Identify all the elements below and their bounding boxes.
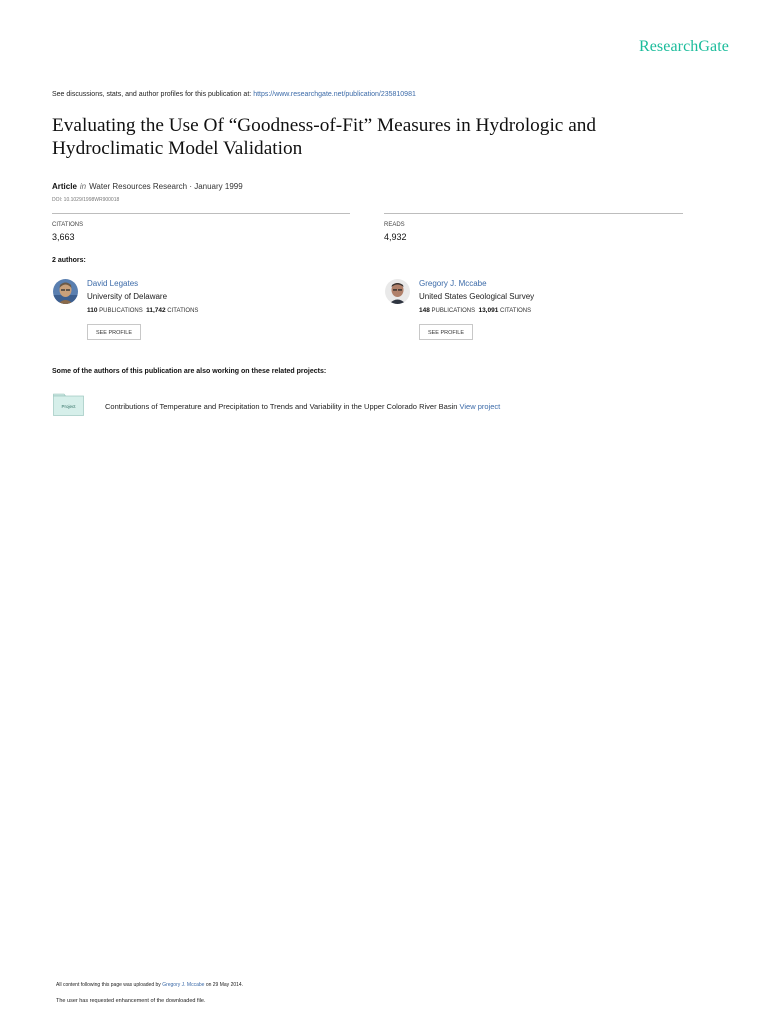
reads-count: 4,932 xyxy=(384,232,407,242)
publication-type: Article xyxy=(52,182,77,191)
publication-meta xyxy=(52,182,243,191)
publication-title: Evaluating the Use Of “Goodness-of-Fit” Measures in Hydrologic and Hydroclimatic Model Validation xyxy=(52,115,597,159)
citations-divider xyxy=(52,213,350,214)
view-project-link[interactable]: View project xyxy=(459,402,501,411)
publication-doi: DOI: 10.1029/1998WR900018 xyxy=(52,197,120,203)
see-profile-button-legates[interactable]: SEE PROFILE xyxy=(87,324,141,340)
reads-divider xyxy=(384,213,683,214)
author-stats-mccabe xyxy=(419,307,531,314)
in-word: in xyxy=(79,182,87,191)
author-citations-label: CITATIONS xyxy=(167,308,199,314)
author-publications-label: PUBLICATIONS xyxy=(99,308,143,314)
see-profile-button-mccabe[interactable]: SEE PROFILE xyxy=(419,324,473,340)
author-citations-count: 13,091 xyxy=(478,307,499,314)
author-avatar-legates[interactable] xyxy=(53,279,78,304)
author-citations-count: 11,742 xyxy=(146,307,166,314)
authors-heading: 2 authors: xyxy=(52,257,86,264)
discussion-notice xyxy=(52,91,416,98)
author-institution-legates: University of Delaware xyxy=(87,292,168,301)
researchgate-logo[interactable]: ResearchGate xyxy=(638,38,729,55)
journal-date: Water Resources Research · January 1999 xyxy=(89,182,243,191)
upload-suffix: on 29 May 2014. xyxy=(205,982,244,988)
author-name-legates[interactable]: David Legates xyxy=(87,279,139,288)
project-entry xyxy=(105,402,500,411)
upload-prefix: All content following this page was uploaded by xyxy=(56,982,161,988)
citations-count: 3,663 xyxy=(52,232,75,242)
project-title: Contributions of Temperature and Precipitation to Trends and Variability in the Upper Colorado River Basin xyxy=(105,402,458,411)
author-publications-count: 110 xyxy=(87,307,98,314)
publication-url-link[interactable]: https://www.researchgate.net/publication/235810981 xyxy=(253,91,416,98)
author-institution-mccabe: United States Geological Survey xyxy=(419,292,535,301)
author-publications-label: PUBLICATIONS xyxy=(431,308,476,314)
enhancement-notice: The user has requested enhancement of the downloaded file. xyxy=(56,998,206,1004)
uploader-link[interactable]: Gregory J. Mccabe xyxy=(162,982,205,988)
author-publications-count: 148 xyxy=(419,307,430,314)
upload-notice xyxy=(56,982,243,988)
discussion-notice-text: See discussions, stats, and author profiles for this publication at: xyxy=(52,91,252,98)
project-icon-label: Project xyxy=(61,404,76,409)
author-name-mccabe[interactable]: Gregory J. Mccabe xyxy=(419,279,487,288)
citations-label: CITATIONS xyxy=(52,222,84,228)
author-stats-legates xyxy=(87,307,198,314)
reads-label: READS xyxy=(384,222,405,228)
author-avatar-mccabe[interactable] xyxy=(385,279,410,304)
author-citations-label: CITATIONS xyxy=(500,308,532,314)
related-projects-heading: Some of the authors of this publication are also working on these related projects: xyxy=(52,368,327,375)
